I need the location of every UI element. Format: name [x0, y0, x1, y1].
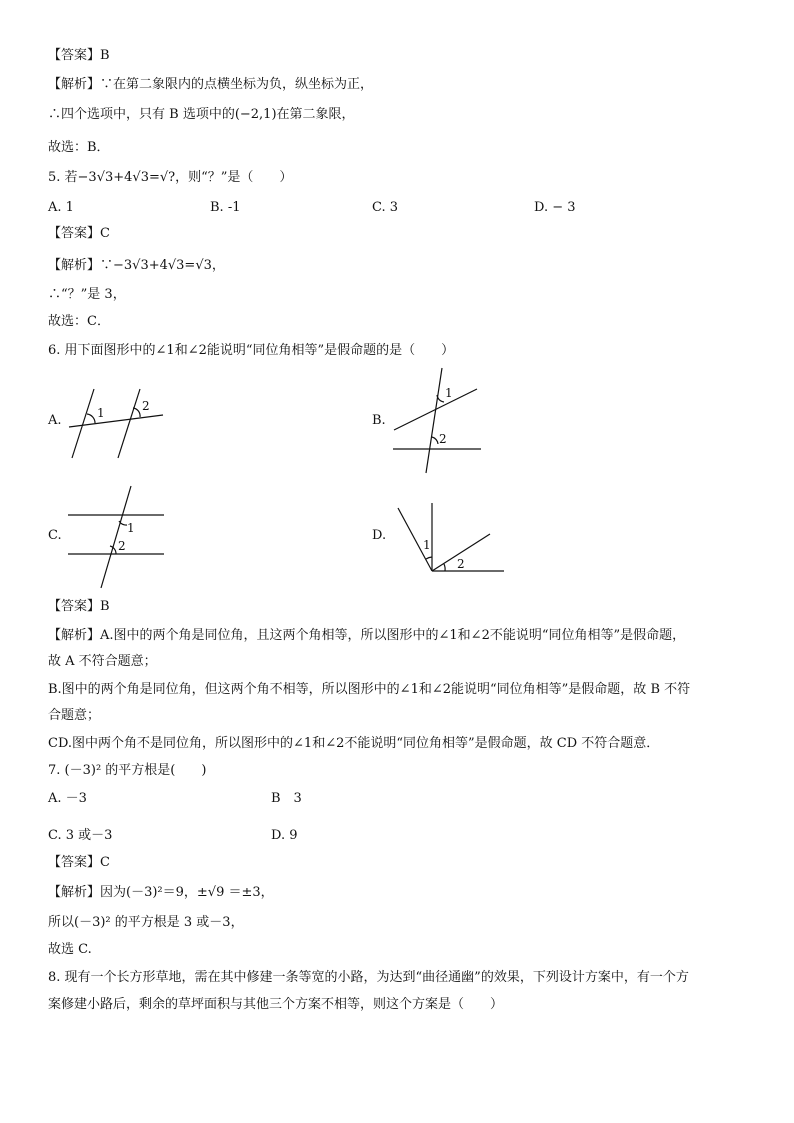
fig-b-transversal — [426, 368, 442, 473]
q6-figure-c — [64, 484, 169, 594]
fig-d-angle-1-arc — [426, 557, 432, 559]
q5-option-d: D. − 3 — [534, 200, 576, 215]
q6-analysis-5: CD.图中两个角不是同位角，所以图形中的∠1和∠2不能说明“同位角相等”是假命题，故 CD 不符合题意． — [48, 736, 660, 751]
fig-b-angle-2-text: 2 — [439, 432, 447, 446]
fig-a-angle-2-text: 2 — [142, 399, 150, 413]
q6-figure-a — [60, 380, 170, 462]
fig-b-angle-1-text: 1 — [445, 386, 453, 400]
q5-option-b: B. -1 — [210, 200, 241, 215]
q5-choose: 故选：C． — [48, 314, 110, 329]
fig-b-angle-2-arc — [432, 437, 438, 444]
q5-answer: 【答案】C — [48, 226, 110, 241]
q4-answer: 【答案】B — [48, 48, 110, 63]
fig-d-angle-1-text: 1 — [423, 538, 431, 552]
fig-a-angle-1-arc — [87, 414, 95, 423]
q6-figure-b — [388, 365, 488, 477]
q7-option-a: A. －3 — [48, 791, 87, 806]
q6-option-d-label: D. — [372, 528, 387, 543]
q4-analysis-1: 【解析】∵在第二象限内的点横坐标为负，纵坐标为正， — [48, 77, 374, 92]
q7-stem: 7. (－3)² 的平方根是( ) — [48, 763, 207, 778]
q6-analysis-2: 故 A 不符合题意； — [48, 654, 157, 669]
q7-option-d: D. 9 — [271, 828, 298, 843]
q7-answer: 【答案】C — [48, 855, 110, 870]
fig-d-angle-2-arc — [444, 564, 445, 571]
q6-stem: 6. 用下面图形中的∠1和∠2能说明“同位角相等”是假命题的是（ ） — [48, 343, 455, 358]
q7-analysis-2: 所以(－3)² 的平方根是 3 或－3， — [48, 915, 244, 930]
q6-figure-d — [394, 500, 509, 578]
q5-analysis-2: ∴“？”是 3， — [48, 287, 126, 302]
q7-option-c: C. 3 或－3 — [48, 828, 113, 843]
q7-analysis-1: 【解析】因为(－3)²＝9，±√9 ＝±3， — [48, 885, 274, 900]
q6-analysis-4: 合题意； — [48, 708, 101, 723]
q7-option-b: B 3 — [271, 791, 302, 806]
q5-stem: 5. 若−3√3+4√3=√?，则“？”是（ ） — [48, 170, 293, 185]
fig-d-angle-2-text: 2 — [457, 557, 465, 571]
q6-option-c-label: C. — [48, 528, 62, 543]
q6-answer: 【答案】B — [48, 599, 110, 614]
fig-a-line-1 — [72, 389, 94, 458]
q4-analysis-2: ∴四个选项中，只有 B 选项中的(−2,1)在第二象限， — [48, 107, 355, 122]
fig-a-angle-1-text: 1 — [97, 406, 105, 420]
q4-choose: 故选：B． — [48, 140, 110, 155]
q8-stem-2: 案修建小路后，剩余的草坪面积与其他三个方案不相等，则这个方案是（ ） — [48, 997, 504, 1012]
q6-option-a-label: A. — [48, 413, 62, 428]
fig-a-transversal — [69, 415, 163, 427]
q6-analysis-3: B.图中的两个角是同位角，但这两个角不相等，所以图形中的∠1和∠2能说明“同位角相等”是假命题，故 B 不符 — [48, 682, 691, 697]
q5-option-c: C. 3 — [372, 200, 399, 215]
fig-c-transversal — [101, 486, 131, 588]
fig-a-line-2 — [118, 389, 140, 458]
q8-stem-1: 8. 现有一个长方形草地，需在其中修建一条等宽的小路，为达到“曲径通幽”的效果，下列设计方案中，有一个方 — [48, 970, 689, 985]
q6-option-b-label: B. — [372, 413, 386, 428]
q7-choose: 故选 C. — [48, 942, 92, 957]
fig-c-angle-1-text: 1 — [127, 521, 135, 535]
q5-analysis-1: 【解析】∵−3√3+4√3=√3， — [48, 258, 225, 273]
fig-c-angle-2-text: 2 — [118, 539, 126, 553]
q6-analysis-1: 【解析】A.图中的两个角是同位角，且这两个角相等，所以图形中的∠1和∠2不能说明“同位角相等”是假命题， — [48, 628, 686, 643]
q5-option-a: A. 1 — [48, 200, 74, 215]
